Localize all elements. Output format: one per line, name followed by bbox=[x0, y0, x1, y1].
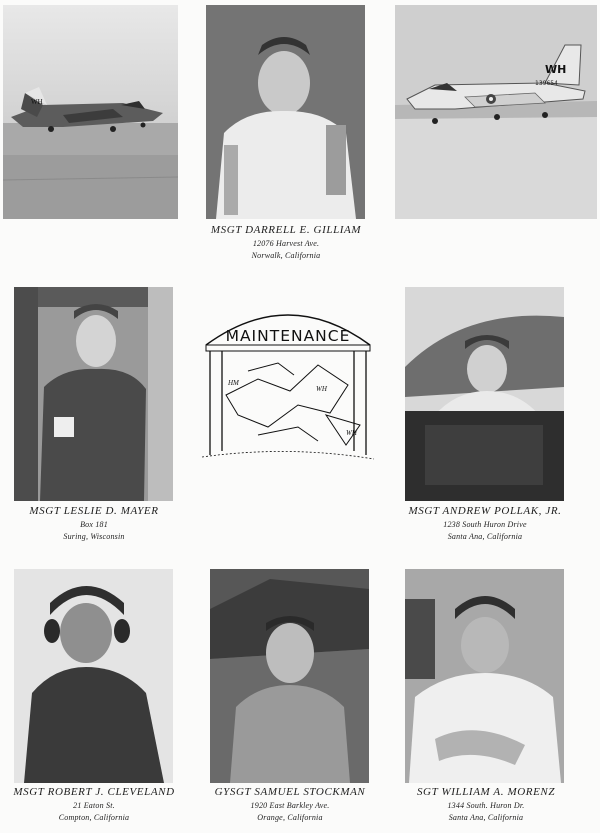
aircraft-photo-left bbox=[3, 5, 178, 219]
person-name: SGT WILLIAM A. MORENZ bbox=[416, 786, 556, 798]
caption-stockman bbox=[196, 786, 384, 822]
person-city: Compton, California bbox=[58, 813, 130, 822]
person-name: MSGT ANDREW POLLAK, JR. bbox=[408, 505, 562, 517]
maintenance-logo bbox=[198, 295, 378, 465]
person-name: MSGT ROBERT J. CLEVELAND bbox=[13, 786, 175, 798]
person-city: Suring, Wisconsin bbox=[63, 532, 125, 541]
tail-code-label: WH bbox=[31, 98, 43, 106]
portrait-photo-cleveland bbox=[14, 569, 173, 783]
person-city: Norwalk, California bbox=[251, 251, 321, 260]
tail-code-label: WH bbox=[545, 63, 567, 76]
logo-mark: WH bbox=[316, 385, 327, 393]
person-name: MSGT DARRELL E. GILLIAM bbox=[210, 224, 362, 236]
person-address: Box 181 bbox=[80, 520, 108, 529]
person-city: Santa Ana, California bbox=[447, 532, 523, 541]
logo-mark: WH bbox=[346, 429, 357, 437]
aircraft-photo-right bbox=[395, 5, 597, 219]
caption-cleveland bbox=[0, 786, 188, 822]
caption-gilliam bbox=[196, 224, 376, 260]
person-address: 1344 South. Huron Dr. bbox=[447, 801, 525, 810]
portrait-photo-pollak bbox=[405, 287, 564, 501]
person-city: Santa Ana, California bbox=[448, 813, 524, 822]
person-address: 1238 South Huron Drive bbox=[443, 520, 527, 529]
person-address: 21 Eaton St. bbox=[73, 801, 115, 810]
person-name: GYSGT SAMUEL STOCKMAN bbox=[214, 786, 366, 798]
portrait-photo-morenz bbox=[405, 569, 564, 783]
person-name: MSGT LESLIE D. MAYER bbox=[29, 505, 159, 517]
portrait-photo-mayer bbox=[14, 287, 173, 501]
serial-number-label: 139654 bbox=[535, 80, 558, 87]
caption-morenz bbox=[392, 786, 580, 822]
person-address: 1920 East Barkley Ave. bbox=[250, 801, 330, 810]
logo-title: MAINTENANCE bbox=[225, 327, 351, 345]
logo-mark: HM bbox=[228, 379, 239, 387]
person-city: Orange, California bbox=[257, 813, 323, 822]
caption-pollak bbox=[390, 505, 580, 541]
portrait-photo-gilliam bbox=[206, 5, 365, 219]
portrait-photo-stockman bbox=[210, 569, 369, 783]
person-address: 12076 Harvest Ave. bbox=[252, 239, 320, 248]
caption-mayer bbox=[4, 505, 184, 541]
